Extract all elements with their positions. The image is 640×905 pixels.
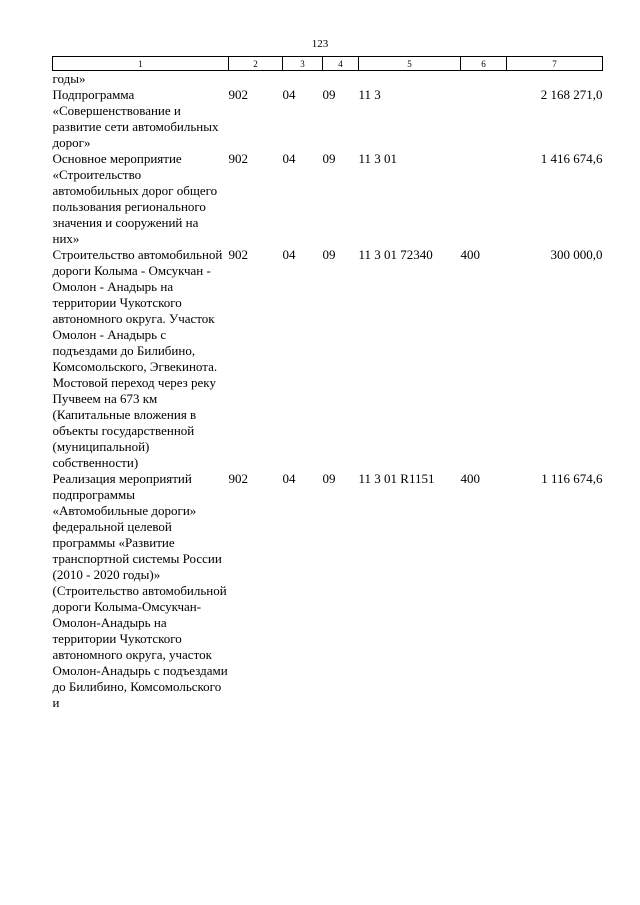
row-name: Подпрограмма «Совершенствование и развитие сети автомобильных дорог» — [52, 87, 219, 150]
column-number-row — [53, 57, 603, 71]
amount: 300 000,0 — [550, 247, 603, 262]
row-name: Строительство автомобильной дороги Колыма - Омсукчан - Омолон - Анадырь на территории Чукотского автономного округа. Участок Омолон - Анадырь с подъездами до Билибино, Комсомольского, Эгвекинота. Мостовой переход через реку Пучвеем на 673 км (Капитальные вложения в объекты государственной (муниципальной) собственности) — [52, 247, 223, 470]
amount: 2 168 271,0 — [540, 87, 603, 102]
table-row — [53, 471, 603, 711]
section-code: 04 — [282, 151, 296, 166]
row-name: Основное мероприятие «Строительство автомобильных дорог общего пользования регионального значения и сооружений на них» — [52, 151, 218, 246]
target-code: 11 3 — [358, 87, 381, 102]
column-number: 1 — [53, 57, 229, 71]
ministry-code — [229, 71, 283, 88]
ministry-code: 902 — [228, 247, 248, 262]
expense-code — [461, 71, 507, 88]
column-number: 2 — [229, 57, 283, 71]
ministry-code: 902 — [228, 471, 248, 486]
row-name: Реализация мероприятий подпрограммы «Автомобильные дороги» федеральной целевой программы «Развитие транспортной системы России (2010 - 2020 годы)» (Строительство автомобильной дороги Колыма-Омсукчан-Омолон-Анадырь на территории Чукотского автономного округа, участок Омолон-Анадырь с подъездами до Билибино, Комсомольского и — [52, 471, 228, 710]
section-code: 04 — [282, 87, 296, 102]
table-row — [53, 151, 603, 247]
amount: 1 116 674,6 — [541, 471, 603, 486]
expense-code — [461, 151, 507, 247]
section-code: 04 — [282, 247, 296, 262]
target-code: 11 3 01 R1151 — [358, 471, 435, 486]
section-code — [283, 71, 323, 88]
column-number: 6 — [461, 57, 507, 71]
table-row — [53, 87, 603, 151]
subsection-code — [323, 71, 359, 88]
target-code: 11 3 01 — [358, 151, 398, 166]
subsection-code: 09 — [322, 151, 336, 166]
ministry-code: 902 — [228, 87, 248, 102]
amount — [507, 71, 603, 88]
expense-code: 400 — [460, 471, 480, 486]
target-code: 11 3 01 72340 — [358, 247, 433, 262]
page-number: 123 — [311, 38, 329, 50]
subsection-code: 09 — [322, 87, 336, 102]
ministry-code: 902 — [228, 151, 248, 166]
expense-code — [461, 87, 507, 151]
table-row — [53, 71, 603, 88]
budget-table — [52, 56, 603, 711]
target-code — [359, 71, 461, 88]
column-number: 3 — [283, 57, 323, 71]
section-code: 04 — [282, 471, 296, 486]
table-row — [53, 247, 603, 471]
column-number: 4 — [323, 57, 359, 71]
amount: 1 416 674,6 — [540, 151, 603, 166]
expense-code: 400 — [460, 247, 480, 262]
subsection-code: 09 — [322, 471, 336, 486]
column-number: 7 — [507, 57, 603, 71]
subsection-code: 09 — [322, 247, 336, 262]
row-name: годы» — [52, 71, 86, 86]
column-number: 5 — [359, 57, 461, 71]
